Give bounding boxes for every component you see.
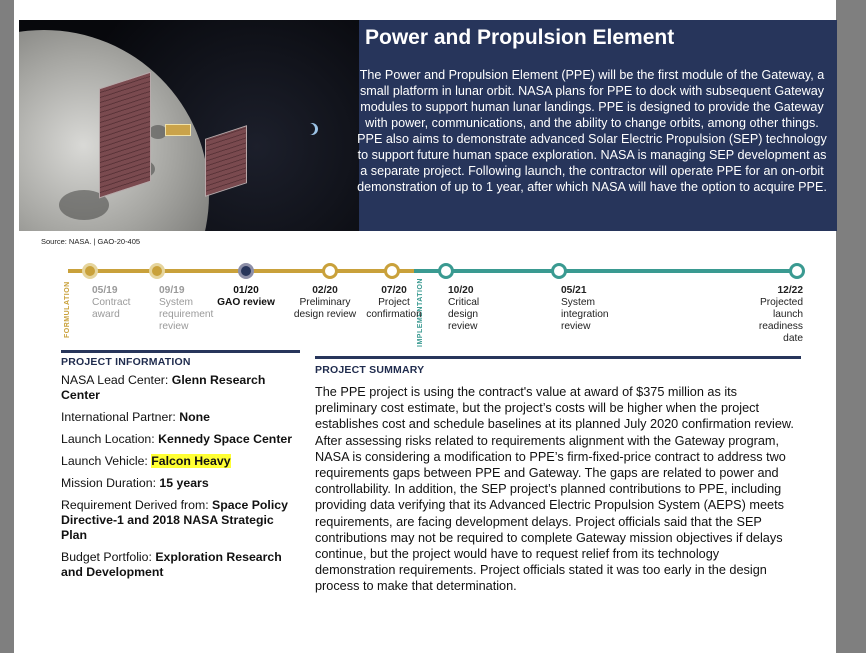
info-row bbox=[61, 454, 300, 469]
info-row bbox=[61, 373, 300, 403]
info-value: Exploration Research and Development bbox=[61, 550, 282, 579]
project-summary bbox=[315, 356, 801, 595]
milestone-label bbox=[92, 285, 142, 321]
milestone-label bbox=[285, 285, 365, 321]
phase-label-formulation: FORMULATION bbox=[64, 281, 71, 338]
milestone-node bbox=[322, 263, 338, 279]
banner-title: Power and Propulsion Element bbox=[365, 26, 675, 49]
solar-array-left bbox=[99, 72, 151, 199]
milestone-date: 05/19 bbox=[92, 285, 118, 296]
spacecraft-bus bbox=[165, 124, 191, 136]
info-label: Launch Location: bbox=[61, 432, 159, 446]
report-page bbox=[14, 0, 836, 653]
info-row bbox=[61, 476, 300, 491]
phase-label-implementation: IMPLEMENTATION bbox=[417, 278, 424, 347]
milestone-label bbox=[743, 285, 803, 345]
banner bbox=[19, 20, 837, 231]
milestone-node bbox=[384, 263, 400, 279]
milestone-node bbox=[438, 263, 454, 279]
milestone-date: 10/20 bbox=[448, 285, 474, 296]
milestone-date: 05/21 bbox=[561, 285, 587, 296]
milestone-text: Projected launch readiness date bbox=[758, 297, 803, 344]
milestone-date: 12/22 bbox=[777, 285, 803, 296]
info-label: Requirement Derived from: bbox=[61, 498, 213, 512]
spacecraft-image bbox=[19, 20, 359, 231]
milestone-text: System requirement review bbox=[159, 297, 214, 332]
info-value: Glenn Research Center bbox=[61, 373, 266, 402]
info-label: NASA Lead Center: bbox=[61, 373, 172, 387]
info-label: Launch Vehicle: bbox=[61, 454, 152, 468]
info-value: Space Policy Directive-1 and 2018 NASA Strategic Plan bbox=[61, 498, 288, 542]
project-summary-text: The PPE project is using the contract's value at award of $375 million as its preliminary cost estimate, but the project’s costs will be higher when the project establishes cost and schedule baselines at its planned July 2020 confirmation review. After assessing risks related to requirements alignment with the Gateway program, NASA is considering a modification to PPE’s firm-fixed-price contract to address two requirements gaps between PPE and Gateway. The gaps are related to power and controllability. In addition, the SEP project’s planned contributions to PPE, including providing data verifying that its Advanced Electric Propulsion System (AEPS) meets requirements, are facing development delays. Project officials said that the SEP contributions may not be required to complete Gateway mission objectives if delays continue, but the project would have to request relief from its technology demonstration requirements. Project officials stated it was too early in the design process to make that determination. bbox=[315, 385, 794, 594]
source-note: Source: NASA. | GAO-20-405 bbox=[41, 237, 141, 246]
milestone-label bbox=[206, 285, 286, 309]
info-value: None bbox=[179, 410, 211, 424]
info-row bbox=[61, 432, 300, 447]
info-row bbox=[61, 410, 300, 425]
info-value: 15 years bbox=[159, 476, 209, 490]
milestone-timeline bbox=[14, 255, 836, 355]
banner-description: The Power and Propulsion Element (PPE) will be the first module of the Gateway, a small platform in lunar orbit. NASA plans for PPE to dock with subsequent Gateway modules to support human lunar landings. PPE is designed to provide the Gateway with power, communications, and the ability to change orbits, among other things. PPE also aims to demonstrate advanced Solar Electric Propulsion (SEP) technology to support future human space exploration. NASA is managing SEP development as a separate project. Following launch, the contractor will operate PPE for an on-orbit demonstration of up to 1 year, after which NASA will have the option to acquire PPE. bbox=[357, 68, 827, 194]
milestone-date: 09/19 bbox=[159, 285, 185, 296]
project-information-heading: PROJECT INFORMATION bbox=[61, 356, 191, 368]
implementation-line bbox=[414, 269, 790, 273]
earth-crescent bbox=[303, 123, 315, 135]
milestone-text: Critical design review bbox=[448, 297, 480, 332]
info-label: Budget Portfolio: bbox=[61, 550, 156, 564]
milestone-node bbox=[82, 263, 98, 279]
info-value: Falcon Heavy bbox=[151, 454, 231, 468]
project-information bbox=[61, 356, 300, 580]
info-label: Mission Duration: bbox=[61, 476, 160, 490]
milestone-text: System integration review bbox=[561, 297, 609, 332]
milestone-node bbox=[789, 263, 805, 279]
milestone-date: 07/20 bbox=[381, 285, 407, 296]
section-divider bbox=[315, 356, 801, 359]
milestone-label bbox=[354, 285, 434, 321]
milestone-text: Contract award bbox=[92, 297, 131, 320]
milestone-node bbox=[238, 263, 254, 279]
milestone-date: 02/20 bbox=[312, 285, 338, 296]
milestone-node bbox=[149, 263, 165, 279]
project-summary-heading: PROJECT SUMMARY bbox=[315, 364, 425, 376]
milestone-date: 01/20 bbox=[233, 285, 259, 296]
solar-array-right bbox=[205, 125, 247, 197]
info-row bbox=[61, 498, 300, 543]
milestone-label bbox=[448, 285, 498, 333]
info-label: International Partner: bbox=[61, 410, 180, 424]
info-row bbox=[61, 550, 300, 580]
milestone-text: Project confirmation bbox=[366, 297, 422, 320]
milestone-text: Preliminary design review bbox=[293, 297, 357, 320]
milestone-node bbox=[551, 263, 567, 279]
info-value: Kennedy Space Center bbox=[158, 432, 293, 446]
milestone-text: GAO review bbox=[217, 297, 275, 308]
section-divider bbox=[61, 350, 300, 353]
milestone-label bbox=[561, 285, 631, 333]
